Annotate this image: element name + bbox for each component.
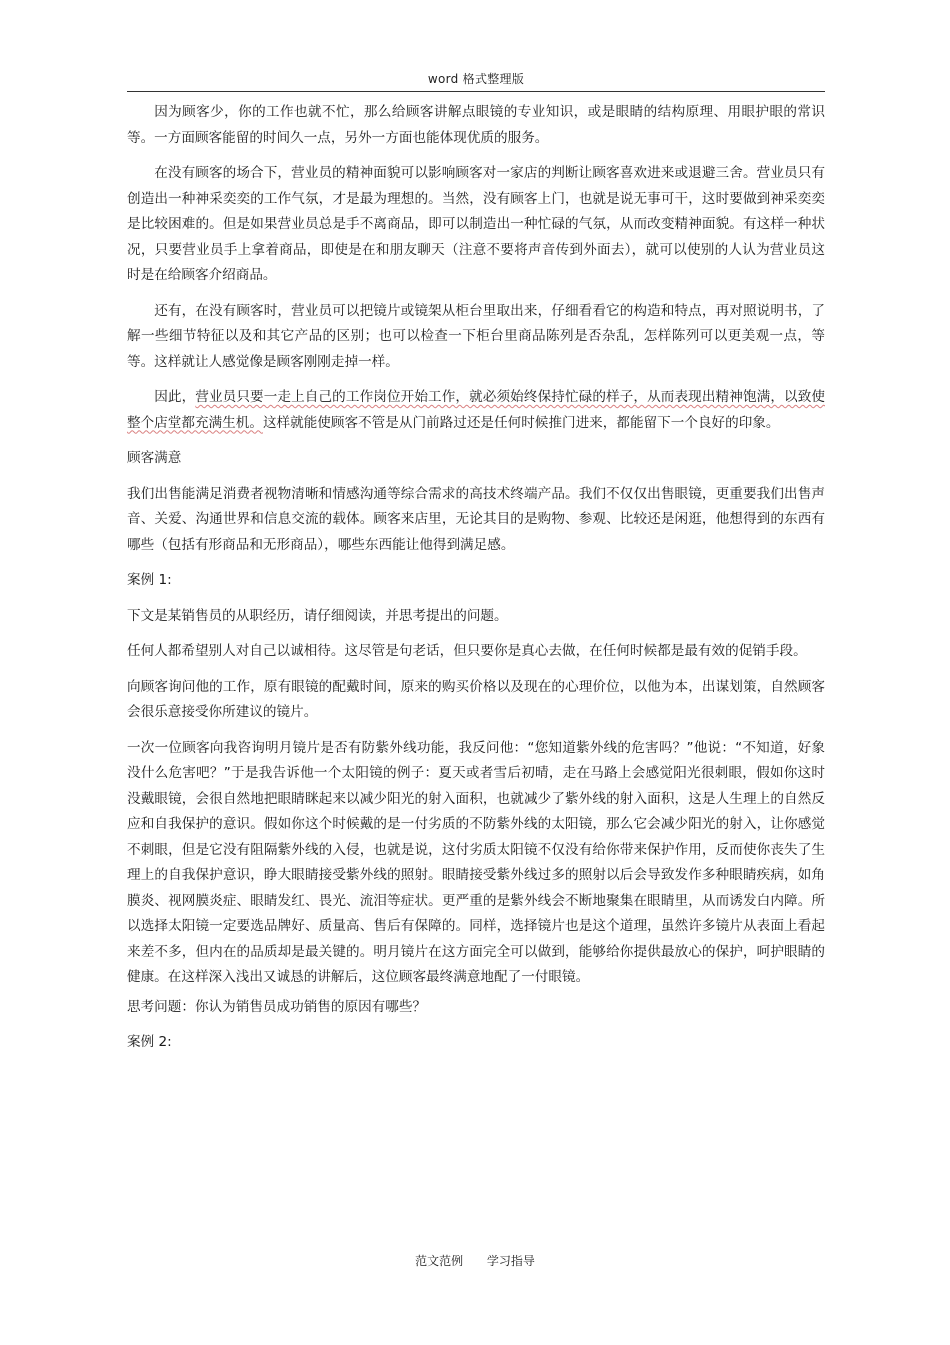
paragraph-stay-busy [127, 385, 825, 436]
thinking-question: 思考问题：你认为销售员成功销售的原因有哪些？ [127, 998, 427, 1015]
paragraph-stay-busy-lead: 因此， [154, 389, 196, 405]
footer-right-text: 学习指导 [486, 1254, 535, 1268]
page-header: word 格式整理版 [427, 72, 525, 86]
page-footer [0, 1252, 950, 1269]
paragraph-spirit-appearance: 在没有顾客的场合下，营业员的精神面貌可以影响顾客对一家店的判断让顾客喜欢进来或退避三舍。营业员只有创造出一种神采奕奕的工作气氛，才是最为理想的。当然，没有顾客上门，也就是说无事可干，这时要做到神采奕奕是比较困难的。但是如果营业员总是手不离商品，即可以制造出一种忙碌的气氛，从而改变精神面貌。有这样一种状况，只要营业员手上拿着商品，即使是在和朋友聊天（注意不要将声音传到外面去），就可以使别的人认为营业员这时是在给顾客介绍商品。 [127, 165, 825, 283]
case-2-heading: 案例 2: [127, 1034, 172, 1050]
case-1-heading: 案例 1: [127, 572, 172, 588]
paragraph-explain-knowledge: 因为顾客少，你的工作也就不忙，那么给顾客讲解点眼镜的专业知识，或是眼睛的结构原理、用眼护眼的常识等。一方面顾客能留的时间久一点，另外一方面也能体现优质的服务。 [127, 104, 825, 146]
header-divider [127, 91, 825, 92]
spellcheck-underlined-text: 营业员只要一走上自己的工作岗位开始工作，就必须始终保持忙碌的样子，从而表现出精神饱满，以致使整个店堂都充满生机。 [127, 389, 825, 431]
paragraph-uv-story: 一次一位顾客向我咨询明月镜片是否有防紫外线功能，我反问他：“您知道紫外线的危害吗？”他说：“不知道，好象没什么危害吧？”于是我告诉他一个太阳镜的例子：夏天或者雪后初晴，走在马路上会感觉阳光很刺眼，假如你这时没戴眼镜，会很自然地把眼睛眯起来以减少阳光的射入面积，也就减少了紫外线的射入面积，这是人生理上的自然反应和自我保护的意识。假如你这个时候戴的是一付劣质的不防紫外线的太阳镜，那么它会减少阳光的射入，让你感觉不刺眼，但是它没有阻隔紫外线的入侵，也就是说，这付劣质太阳镜不仅没有给你带来保护作用，反而使你丧失了生理上的自我保护意识，睁大眼睛接受紫外线的照射。眼睛接受紫外线过多的照射以后会导致发作多种眼睛疾病，如角膜炎、视网膜炎症、眼睛发红、畏光、流泪等症状。更严重的是紫外线会不断地聚集在眼睛里，从而诱发白内障。所以选择太阳镜一定要选品牌好、质量高、售后有保障的。同样，选择镜片也是这个道理，虽然许多镜片从表面上看起来差不多，但内在的品质却是最关键的。明月镜片在这方面完全可以做到，能够给你提供最放心的保护，呵护眼睛的健康。在这样深入浅出又诚恳的讲解后，这位顾客最终满意地配了一付眼镜。 [127, 739, 825, 985]
paragraph-case-intro: 下文是某销售员的从职经历，请仔细阅读，并思考提出的问题。 [127, 607, 508, 624]
footer-left-text: 范文范例 [415, 1254, 464, 1268]
paragraph-idle-tasks: 还有，在没有顾客时，营业员可以把镜片或镜架从柜台里取出来，仔细看看它的构造和特点，再对照说明书，了解一些细节特征以及和其它产品的区别；也可以检查一下柜台里商品陈列是否杂乱，怎样陈列可以更美观一点，等等。这样就让人感觉像是顾客刚刚走掉一样。 [127, 302, 825, 370]
section-heading-customer-satisfaction: 顾客满意 [127, 450, 182, 466]
paragraph-sincerity: 任何人都希望别人对自己以诚相待。这尽管是句老话，但只要你是真心去做，在任何时候都是最有效的促销手段。 [127, 643, 807, 659]
document-body [127, 100, 825, 1066]
paragraph-what-we-sell: 我们出售能满足消费者视物清晰和情感沟通等综合需求的高技术终端产品。我们不仅仅出售眼镜，更重要我们出售声音、关爱、沟通世界和信息交流的载体。顾客来店里，无论其目的是购物、参观、比较还是闲逛，他想得到的东西有哪些（包括有形商品和无形商品），哪些东西能让他得到满足感。 [127, 485, 825, 553]
paragraph-stay-busy-tail: 这样就能使顾客不管是从门前路过还是任何时候推门进来，都能留下一个良好的印象。 [262, 414, 780, 431]
paragraph-ask-customer: 向顾客询问他的工作，原有眼镜的配戴时间，原来的购买价格以及现在的心理价位，以他为本，出谋划策，自然顾客会很乐意接受你所建议的镜片。 [127, 678, 825, 720]
